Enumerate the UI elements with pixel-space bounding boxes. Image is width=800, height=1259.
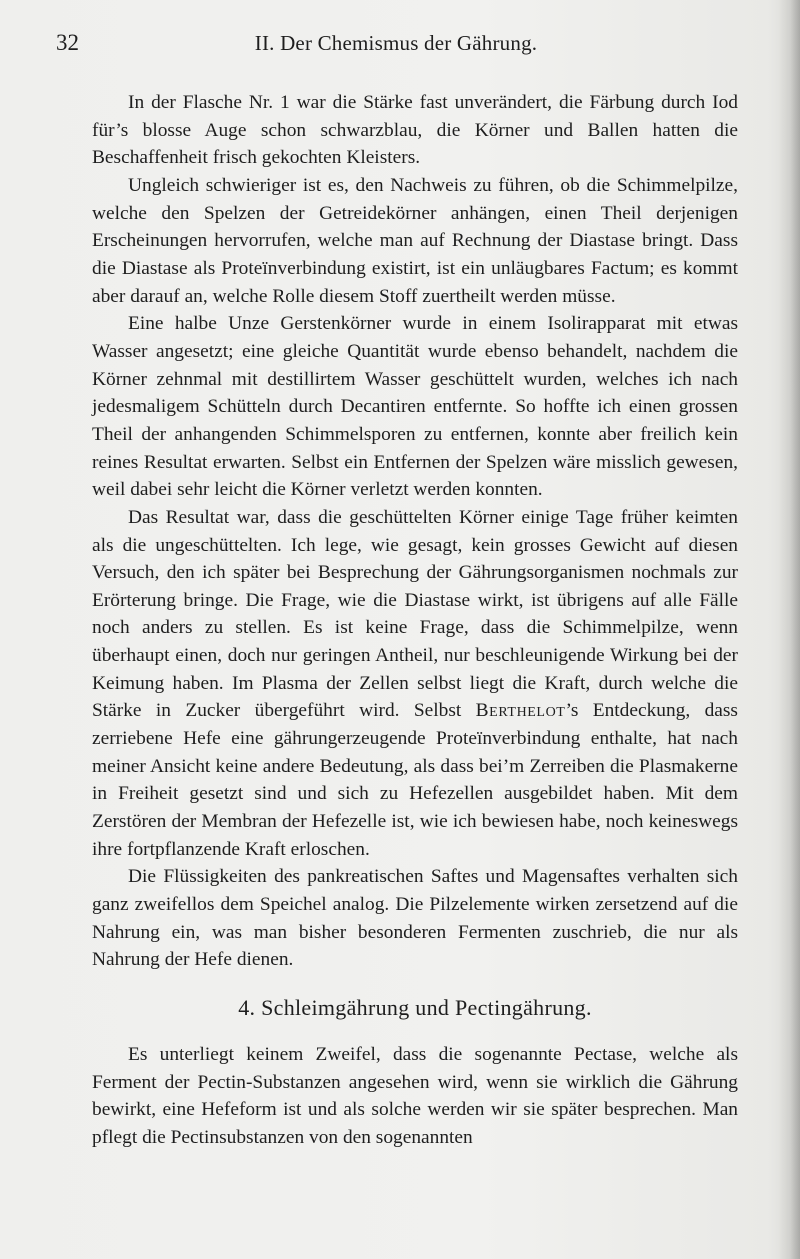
section-heading: 4. Schleimgährung und Pectingährung. <box>238 995 592 1020</box>
running-title: II. Der Chemismus der Gährung. <box>254 31 538 55</box>
paragraph-4-part-1: Das Resultat war, dass die geschüttelten Körner einige Tage früher keimten als die ungeschüttelten. Ich lege, wie gesagt, kein grosses Gewicht auf diesen Versuch, den ich später bei Besprechung der Gährungsorganismen nochmals zur Erörterung bringe. Die Frage, wie die Diastase wirkt, ist übrigens auf alle Fälle noch anders zu stellen. Es ist keine Frage, dass die Schimmelpilze, wenn überhaupt einen, doch nur geringen Antheil, nur beschleunigende Wirkung bei der Keimung haben. Im Plasma der Zellen selbst liegt die Kraft, durch welche die Stärke in Zucker übergeführt wird. Selbst <box>92 506 738 722</box>
page-edge-shadow <box>778 0 800 1259</box>
paragraph-1: In der Flasche Nr. 1 war die Stärke fast unverändert, die Färbung durch Iod für’s blosse Auge schon schwarzblau, die Körner und Ballen hatten die Beschaffenheit frisch gekochten Kleisters. <box>92 92 738 169</box>
author-name: Berthelot <box>475 700 566 722</box>
running-head <box>56 30 736 58</box>
body-text <box>92 89 738 1152</box>
paragraph-3: Eine halbe Unze Gerstenkörner wurde in einem Isolirapparat mit etwas Wasser angesetzt; eine gleiche Quantität wurde ebenso behandelt, nachdem die Körner zehnmal mit destillirtem Wasser geschüttelt wurden, welches ich nach jedesmaligem Schütteln durch Decantiren entfernte. So hoffte ich einen grossen Theil der anhangenden Schimmelsporen zu entfernen, konnte aber freilich kein reines Resultat erwarten. Selbst ein Entfernen der Spelzen wäre misslich gewesen, weil dabei sehr leicht die Körner verletzt werden konnten. <box>92 313 738 501</box>
paragraph-4-part-2: ’s Entdeckung, dass zerriebene Hefe eine gährungerzeugende Proteïnverbindung enthalte, hat nach meiner Ansicht keine andere Bedeutung, als dass bei’m Zerreiben die Plasmakerne in Freiheit gesetzt sind und sich zu Hefezellen ausgebildet haben. Mit dem Zerstören der Membran der Hefezelle ist, wie ich bewiesen habe, noch keineswegs ihre fortpflanzende Kraft erloschen. <box>92 700 738 860</box>
page-number: 32 <box>56 30 79 55</box>
paragraph-2: Ungleich schwieriger ist es, den Nachweis zu führen, ob die Schimmelpilze, welche den Spelzen der Getreidekörner anhängen, einen Theil derjenigen Erscheinungen hervorrufen, welche man auf Rechnung der Diastase bringt. Dass die Diastase als Proteïnverbindung existirt, ist ein unläugbares Factum; es kommt aber darauf an, welche Rolle diesem Stoff zuertheilt werden müsse. <box>92 174 738 307</box>
paragraph-5: Die Flüssigkeiten des pankreatischen Saftes und Magensaftes verhalten sich ganz zweifellos dem Speichel analog. Die Pilzelemente wirken zersetzend auf die Nahrung ein, was man bisher besonderen Fermenten zuschrieb, die nur als Nahrung der Hefe dienen. <box>92 866 738 971</box>
paragraph-4 <box>92 504 738 864</box>
section-paragraph: Es unterliegt keinem Zweifel, dass die sogenannte Pectase, welche als Ferment der Pectin-Substanzen angesehen wird, wenn sie wirklich die Gährung bewirkt, eine Hefeform ist und als solche werden wir sie später besprechen. Man pflegt die Pectinsubstanzen von den sogenannten <box>92 1044 738 1148</box>
